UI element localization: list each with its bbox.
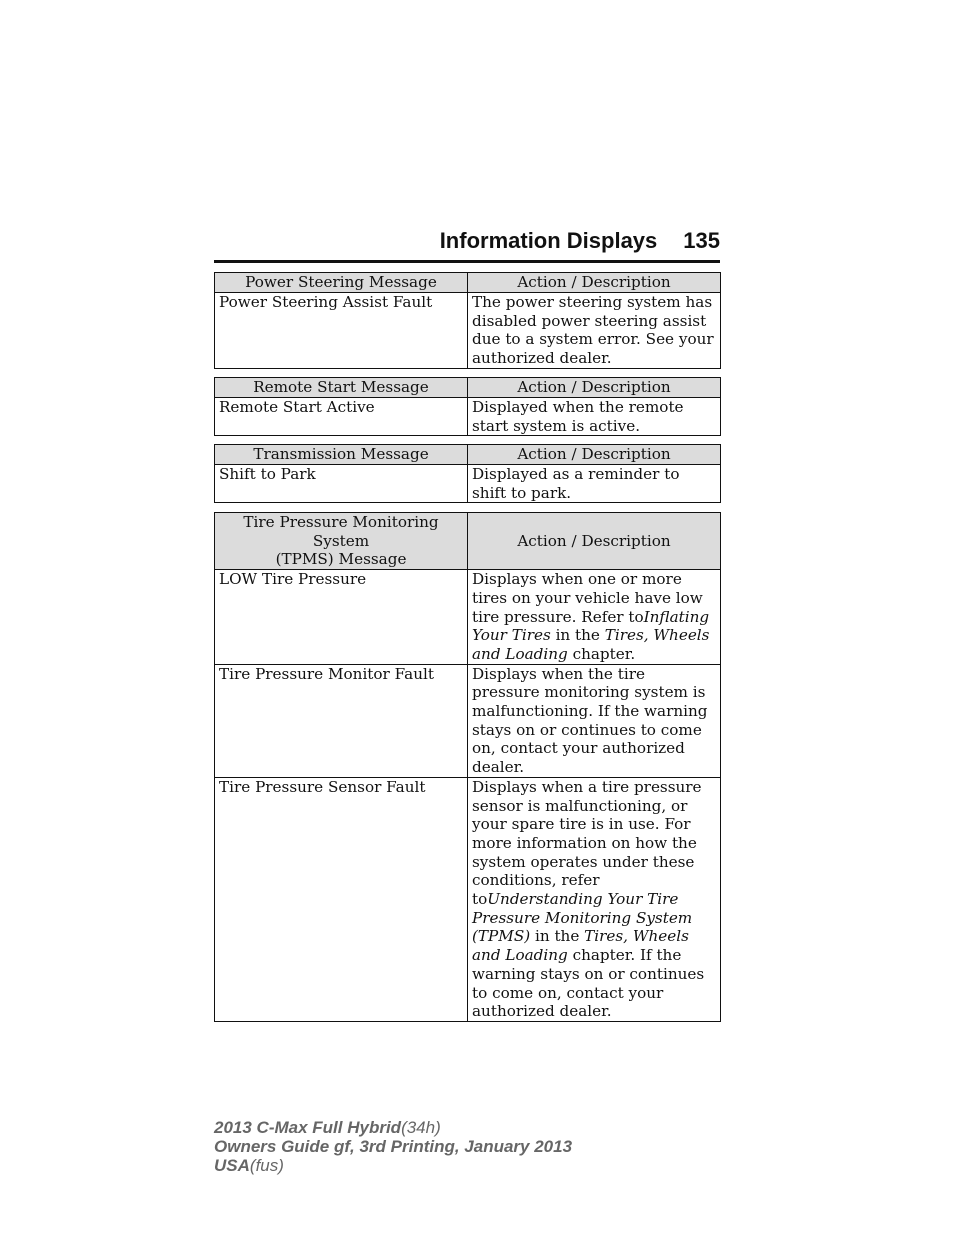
table-row bbox=[215, 570, 721, 665]
message-cell: Remote Start Active bbox=[215, 398, 468, 436]
chapter-reference: Tires, Wheels and Loading bbox=[472, 927, 689, 965]
text-run: in the bbox=[534, 927, 580, 946]
message-cell: Power Steering Assist Fault bbox=[215, 293, 468, 369]
col-header-message: Transmission Message bbox=[215, 445, 468, 465]
page-header bbox=[214, 228, 720, 263]
footer-market: USA bbox=[214, 1156, 250, 1175]
tpms-table bbox=[214, 512, 721, 1022]
description-cell: Displayed as a reminder to shift to park. bbox=[468, 465, 721, 503]
description-cell bbox=[468, 570, 721, 665]
cross-reference: Inflating Your Tires bbox=[472, 607, 710, 645]
message-cell: LOW Tire Pressure bbox=[215, 570, 468, 665]
footer-market-line bbox=[214, 1156, 572, 1175]
table-row bbox=[215, 465, 721, 503]
page-footer bbox=[214, 1118, 572, 1175]
text-run: Displays when a tire pressure sensor is malfunctioning, or your spare tire is in use. For more information on how the system operates under these conditions, refer to bbox=[472, 777, 702, 909]
table-row bbox=[215, 398, 721, 436]
table-row bbox=[215, 777, 721, 1021]
col-header-message: Power Steering Message bbox=[215, 273, 468, 293]
col-header-action: Action / Description bbox=[468, 273, 721, 293]
message-cell: Tire Pressure Monitor Fault bbox=[215, 664, 468, 777]
footer-model-code: (34h) bbox=[401, 1118, 441, 1137]
footer-market-code: (fus) bbox=[249, 1156, 284, 1175]
description-cell: Displayed when the remote start system is active. bbox=[468, 398, 721, 436]
col-header-action: Action / Description bbox=[468, 513, 721, 570]
text-run: chapter. bbox=[572, 644, 636, 663]
text-run: chapter. If the warning stays on or continues to come on, contact your authorized dealer. bbox=[472, 946, 705, 1021]
col-header-message bbox=[215, 513, 468, 570]
transmission-table bbox=[214, 444, 721, 503]
table-row bbox=[215, 293, 721, 369]
footer-model-line bbox=[214, 1118, 572, 1137]
remote-start-table bbox=[214, 377, 721, 436]
col-header-action: Action / Description bbox=[468, 445, 721, 465]
cross-reference: Understanding Your Tire Pressure Monitoring System (TPMS) bbox=[472, 890, 693, 946]
col-header-line: Tire Pressure Monitoring System bbox=[243, 513, 439, 550]
footer-model: 2013 C-Max Full Hybrid bbox=[214, 1118, 402, 1137]
col-header-action: Action / Description bbox=[468, 378, 721, 398]
page-title: Information Displays bbox=[439, 228, 658, 253]
text-run: Displays when one or more tires on your vehicle have low tire pressure. Refer to bbox=[472, 570, 703, 626]
col-header-message: Remote Start Message bbox=[215, 378, 468, 398]
table-row bbox=[215, 664, 721, 777]
description-cell bbox=[468, 777, 721, 1021]
footer-guide-line: Owners Guide gf, 3rd Printing, January 2013 bbox=[214, 1137, 573, 1156]
chapter-reference: Tires, Wheels and Loading bbox=[472, 626, 710, 663]
description-cell: The power steering system has disabled power steering assist due to a system error. See your authorized dealer. bbox=[468, 293, 721, 369]
description-cell: Displays when the tire pressure monitoring system is malfunctioning. If the warning stays on or continues to come on, contact your authorized dealer. bbox=[468, 664, 721, 777]
col-header-line: (TPMS) Message bbox=[275, 550, 407, 569]
message-cell: Shift to Park bbox=[215, 465, 468, 503]
text-run: in the bbox=[555, 626, 600, 645]
power-steering-table bbox=[214, 272, 721, 369]
message-cell: Tire Pressure Sensor Fault bbox=[215, 777, 468, 1021]
page-number: 135 bbox=[683, 228, 720, 253]
